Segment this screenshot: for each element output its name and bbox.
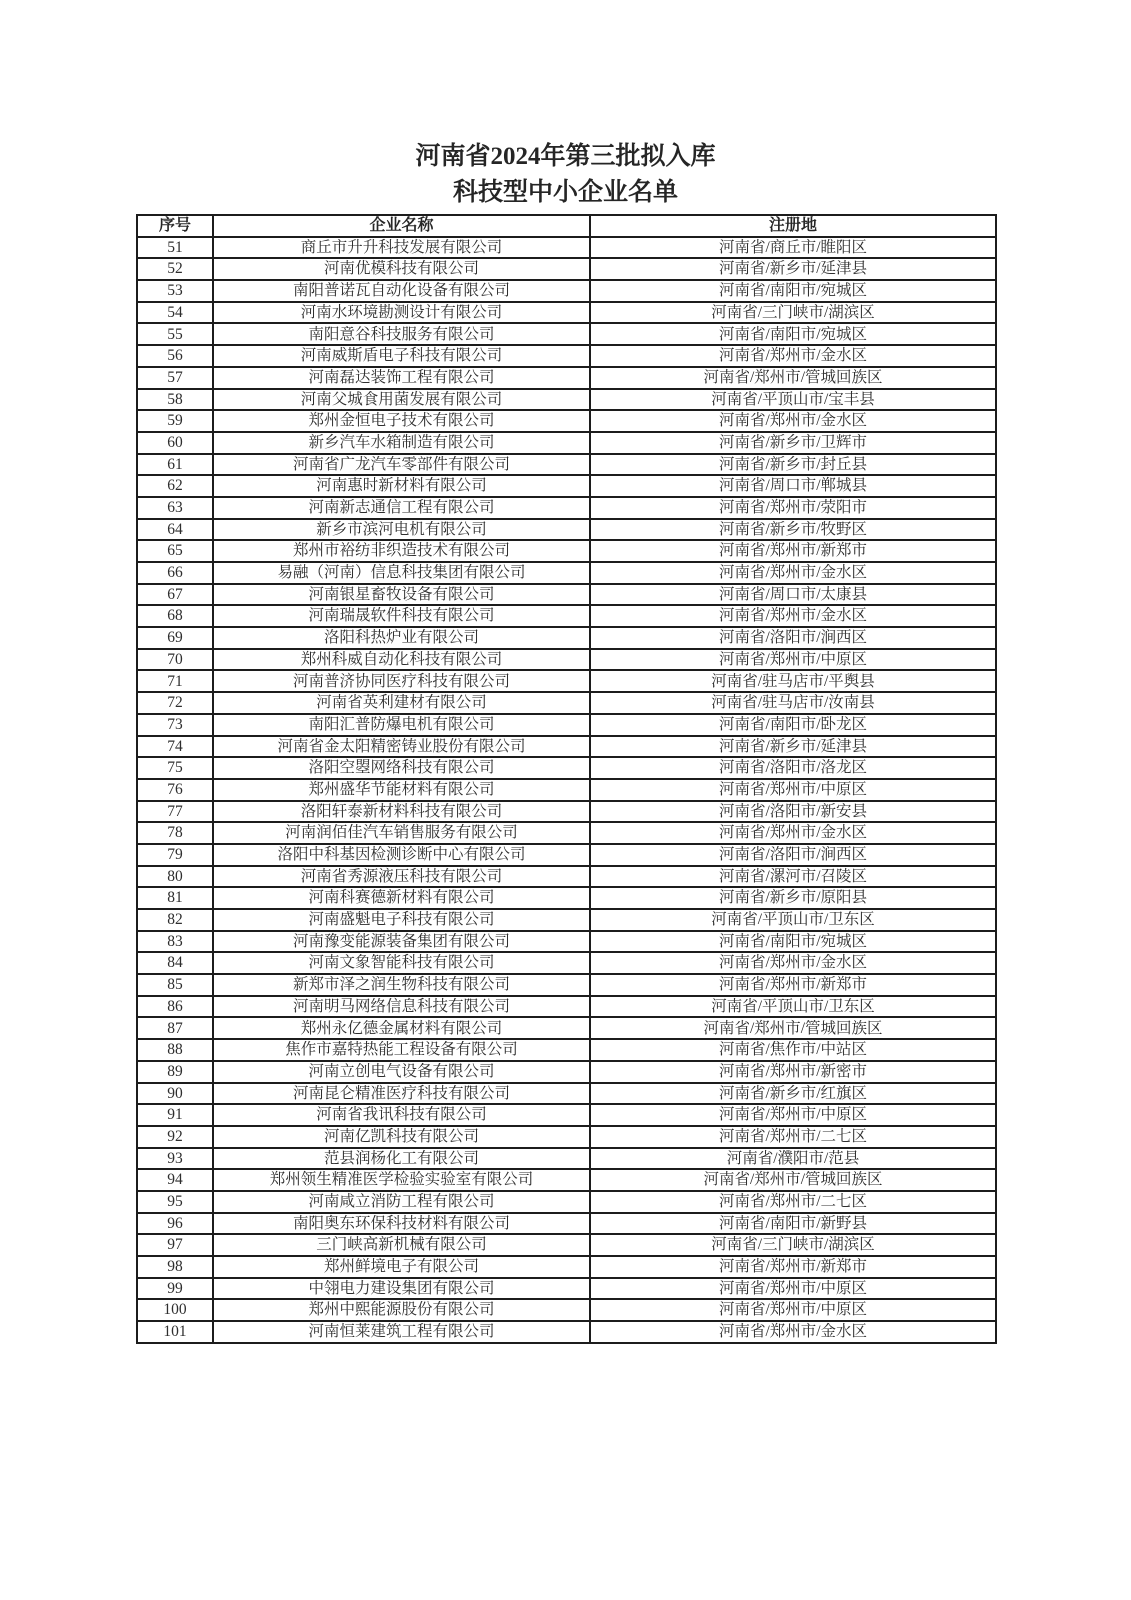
registration-location-cell: 河南省/郑州市/中原区 — [590, 779, 996, 801]
registration-location-cell: 河南省/郑州市/新密市 — [590, 1061, 996, 1083]
registration-location-cell: 河南省/洛阳市/洛龙区 — [590, 757, 996, 779]
document-title — [0, 0, 1131, 211]
header-company-name: 企业名称 — [213, 215, 590, 237]
company-name-cell: 南阳意谷科技服务有限公司 — [213, 323, 590, 345]
table-row — [137, 1299, 996, 1321]
company-name-cell: 河南父城食用菌发展有限公司 — [213, 389, 590, 411]
row-number-cell: 76 — [137, 779, 213, 801]
table-row — [137, 649, 996, 671]
table-row — [137, 258, 996, 280]
company-name-cell: 郑州中熙能源股份有限公司 — [213, 1299, 590, 1321]
table-row — [137, 1256, 996, 1278]
row-number-cell: 70 — [137, 649, 213, 671]
company-name-cell: 河南亿凯科技有限公司 — [213, 1126, 590, 1148]
row-number-cell: 77 — [137, 801, 213, 823]
registration-location-cell: 河南省/商丘市/睢阳区 — [590, 237, 996, 259]
row-number-cell: 97 — [137, 1234, 213, 1256]
registration-location-cell: 河南省/郑州市/新郑市 — [590, 1256, 996, 1278]
row-number-cell: 71 — [137, 670, 213, 692]
registration-location-cell: 河南省/郑州市/金水区 — [590, 952, 996, 974]
row-number-cell: 52 — [137, 258, 213, 280]
row-number-cell: 58 — [137, 389, 213, 411]
table-row — [137, 822, 996, 844]
registration-location-cell: 河南省/周口市/郸城县 — [590, 475, 996, 497]
table-row — [137, 1061, 996, 1083]
table-row — [137, 844, 996, 866]
table-row — [137, 801, 996, 823]
registration-location-cell: 河南省/郑州市/金水区 — [590, 345, 996, 367]
company-name-cell: 新乡市滨河电机有限公司 — [213, 519, 590, 541]
table-row — [137, 519, 996, 541]
company-name-cell: 河南省英利建材有限公司 — [213, 692, 590, 714]
row-number-cell: 65 — [137, 540, 213, 562]
company-name-cell: 南阳普诺瓦自动化设备有限公司 — [213, 280, 590, 302]
company-name-cell: 郑州金恒电子技术有限公司 — [213, 410, 590, 432]
registration-location-cell: 河南省/新乡市/红旗区 — [590, 1083, 996, 1105]
row-number-cell: 96 — [137, 1213, 213, 1235]
company-name-cell: 河南科赛德新材料有限公司 — [213, 887, 590, 909]
company-name-cell: 河南银星畜牧设备有限公司 — [213, 584, 590, 606]
company-table-body — [137, 237, 996, 1343]
row-number-cell: 86 — [137, 996, 213, 1018]
row-number-cell: 68 — [137, 605, 213, 627]
row-number-cell: 92 — [137, 1126, 213, 1148]
registration-location-cell: 河南省/新乡市/原阳县 — [590, 887, 996, 909]
table-row — [137, 389, 996, 411]
registration-location-cell: 河南省/郑州市/管城回族区 — [590, 1017, 996, 1039]
row-number-cell: 101 — [137, 1321, 213, 1343]
table-row — [137, 757, 996, 779]
company-name-cell: 郑州科威自动化科技有限公司 — [213, 649, 590, 671]
company-table — [136, 214, 997, 1344]
row-number-cell: 85 — [137, 974, 213, 996]
company-name-cell: 河南省秀源液压科技有限公司 — [213, 866, 590, 888]
row-number-cell: 89 — [137, 1061, 213, 1083]
registration-location-cell: 河南省/新乡市/封丘县 — [590, 454, 996, 476]
row-number-cell: 94 — [137, 1169, 213, 1191]
row-number-cell: 83 — [137, 931, 213, 953]
row-number-cell: 87 — [137, 1017, 213, 1039]
company-name-cell: 焦作市嘉特热能工程设备有限公司 — [213, 1039, 590, 1061]
row-number-cell: 95 — [137, 1191, 213, 1213]
table-row — [137, 931, 996, 953]
row-number-cell: 59 — [137, 410, 213, 432]
registration-location-cell: 河南省/漯河市/召陵区 — [590, 866, 996, 888]
table-row — [137, 1083, 996, 1105]
company-name-cell: 河南瑞晟软件科技有限公司 — [213, 605, 590, 627]
registration-location-cell: 河南省/三门峡市/湖滨区 — [590, 1234, 996, 1256]
registration-location-cell: 河南省/郑州市/金水区 — [590, 562, 996, 584]
registration-location-cell: 河南省/驻马店市/汝南县 — [590, 692, 996, 714]
table-row — [137, 562, 996, 584]
company-name-cell: 郑州盛华节能材料有限公司 — [213, 779, 590, 801]
row-number-cell: 54 — [137, 302, 213, 324]
table-row — [137, 1213, 996, 1235]
table-row — [137, 345, 996, 367]
company-name-cell: 河南咸立消防工程有限公司 — [213, 1191, 590, 1213]
registration-location-cell: 河南省/郑州市/金水区 — [590, 410, 996, 432]
table-row — [137, 410, 996, 432]
table-row — [137, 952, 996, 974]
company-name-cell: 河南磊达装饰工程有限公司 — [213, 367, 590, 389]
registration-location-cell: 河南省/洛阳市/涧西区 — [590, 627, 996, 649]
registration-location-cell: 河南省/南阳市/卧龙区 — [590, 714, 996, 736]
table-row — [137, 1148, 996, 1170]
row-number-cell: 82 — [137, 909, 213, 931]
company-name-cell: 新郑市泽之润生物科技有限公司 — [213, 974, 590, 996]
row-number-cell: 57 — [137, 367, 213, 389]
table-row — [137, 432, 996, 454]
row-number-cell: 84 — [137, 952, 213, 974]
registration-location-cell: 河南省/郑州市/中原区 — [590, 1278, 996, 1300]
registration-location-cell: 河南省/郑州市/中原区 — [590, 1104, 996, 1126]
table-row — [137, 605, 996, 627]
row-number-cell: 88 — [137, 1039, 213, 1061]
registration-location-cell: 河南省/郑州市/管城回族区 — [590, 367, 996, 389]
table-row — [137, 887, 996, 909]
row-number-cell: 62 — [137, 475, 213, 497]
company-name-cell: 中翎电力建设集团有限公司 — [213, 1278, 590, 1300]
company-name-cell: 河南立创电气设备有限公司 — [213, 1061, 590, 1083]
company-name-cell: 洛阳轩泰新材料科技有限公司 — [213, 801, 590, 823]
row-number-cell: 64 — [137, 519, 213, 541]
row-number-cell: 80 — [137, 866, 213, 888]
header-registration-location: 注册地 — [590, 215, 996, 237]
registration-location-cell: 河南省/郑州市/金水区 — [590, 822, 996, 844]
registration-location-cell: 河南省/洛阳市/涧西区 — [590, 844, 996, 866]
company-name-cell: 易融（河南）信息科技集团有限公司 — [213, 562, 590, 584]
registration-location-cell: 河南省/濮阳市/范县 — [590, 1148, 996, 1170]
row-number-cell: 63 — [137, 497, 213, 519]
registration-location-cell: 河南省/郑州市/二七区 — [590, 1191, 996, 1213]
registration-location-cell: 河南省/三门峡市/湖滨区 — [590, 302, 996, 324]
table-row — [137, 237, 996, 259]
registration-location-cell: 河南省/平顶山市/卫东区 — [590, 996, 996, 1018]
table-row — [137, 1039, 996, 1061]
registration-location-cell: 河南省/平顶山市/卫东区 — [590, 909, 996, 931]
registration-location-cell: 河南省/新乡市/卫辉市 — [590, 432, 996, 454]
registration-location-cell: 河南省/郑州市/中原区 — [590, 649, 996, 671]
table-row — [137, 1104, 996, 1126]
company-name-cell: 新乡汽车水箱制造有限公司 — [213, 432, 590, 454]
row-number-cell: 67 — [137, 584, 213, 606]
company-name-cell: 郑州鲜境电子有限公司 — [213, 1256, 590, 1278]
table-row — [137, 1169, 996, 1191]
company-name-cell: 河南昆仑精准医疗科技有限公司 — [213, 1083, 590, 1105]
table-row — [137, 454, 996, 476]
company-name-cell: 郑州市裕纺非织造技术有限公司 — [213, 540, 590, 562]
row-number-cell: 72 — [137, 692, 213, 714]
company-name-cell: 河南省广龙汽车零部件有限公司 — [213, 454, 590, 476]
company-name-cell: 河南威斯盾电子科技有限公司 — [213, 345, 590, 367]
header-row-number: 序号 — [137, 215, 213, 237]
registration-location-cell: 河南省/郑州市/二七区 — [590, 1126, 996, 1148]
table-row — [137, 736, 996, 758]
table-row — [137, 1191, 996, 1213]
registration-location-cell: 河南省/南阳市/宛城区 — [590, 280, 996, 302]
row-number-cell: 53 — [137, 280, 213, 302]
registration-location-cell: 河南省/新乡市/延津县 — [590, 736, 996, 758]
company-name-cell: 河南优模科技有限公司 — [213, 258, 590, 280]
company-name-cell: 河南文象智能科技有限公司 — [213, 952, 590, 974]
table-row — [137, 1017, 996, 1039]
table-row — [137, 280, 996, 302]
registration-location-cell: 河南省/郑州市/管城回族区 — [590, 1169, 996, 1191]
company-name-cell: 河南恒莱建筑工程有限公司 — [213, 1321, 590, 1343]
registration-location-cell: 河南省/周口市/太康县 — [590, 584, 996, 606]
company-name-cell: 河南润佰佳汽车销售服务有限公司 — [213, 822, 590, 844]
table-row — [137, 974, 996, 996]
row-number-cell: 91 — [137, 1104, 213, 1126]
company-name-cell: 河南惠时新材料有限公司 — [213, 475, 590, 497]
row-number-cell: 79 — [137, 844, 213, 866]
company-name-cell: 洛阳科热炉业有限公司 — [213, 627, 590, 649]
table-header-row — [137, 215, 996, 237]
row-number-cell: 66 — [137, 562, 213, 584]
company-name-cell: 河南省我讯科技有限公司 — [213, 1104, 590, 1126]
company-name-cell: 南阳汇普防爆电机有限公司 — [213, 714, 590, 736]
row-number-cell: 100 — [137, 1299, 213, 1321]
table-row — [137, 302, 996, 324]
company-name-cell: 洛阳空曌网络科技有限公司 — [213, 757, 590, 779]
row-number-cell: 78 — [137, 822, 213, 844]
company-name-cell: 洛阳中科基因检测诊断中心有限公司 — [213, 844, 590, 866]
registration-location-cell: 河南省/新乡市/延津县 — [590, 258, 996, 280]
row-number-cell: 60 — [137, 432, 213, 454]
table-row — [137, 692, 996, 714]
company-name-cell: 商丘市升升科技发展有限公司 — [213, 237, 590, 259]
row-number-cell: 98 — [137, 1256, 213, 1278]
row-number-cell: 81 — [137, 887, 213, 909]
row-number-cell: 51 — [137, 237, 213, 259]
table-row — [137, 323, 996, 345]
table-row — [137, 497, 996, 519]
registration-location-cell: 河南省/郑州市/新郑市 — [590, 540, 996, 562]
company-name-cell: 三门峡高新机械有限公司 — [213, 1234, 590, 1256]
table-row — [137, 909, 996, 931]
company-name-cell: 河南新志通信工程有限公司 — [213, 497, 590, 519]
company-name-cell: 范县润杨化工有限公司 — [213, 1148, 590, 1170]
table-row — [137, 866, 996, 888]
registration-location-cell: 河南省/洛阳市/新安县 — [590, 801, 996, 823]
registration-location-cell: 河南省/郑州市/金水区 — [590, 1321, 996, 1343]
registration-location-cell: 河南省/南阳市/宛城区 — [590, 323, 996, 345]
registration-location-cell: 河南省/郑州市/荥阳市 — [590, 497, 996, 519]
registration-location-cell: 河南省/平顶山市/宝丰县 — [590, 389, 996, 411]
table-row — [137, 670, 996, 692]
row-number-cell: 99 — [137, 1278, 213, 1300]
row-number-cell: 73 — [137, 714, 213, 736]
company-name-cell: 郑州领生精准医学检验实验室有限公司 — [213, 1169, 590, 1191]
table-row — [137, 779, 996, 801]
row-number-cell: 90 — [137, 1083, 213, 1105]
registration-location-cell: 河南省/郑州市/中原区 — [590, 1299, 996, 1321]
registration-location-cell: 河南省/焦作市/中站区 — [590, 1039, 996, 1061]
table-row — [137, 714, 996, 736]
company-name-cell: 河南水环境勘测设计有限公司 — [213, 302, 590, 324]
document-title-line2: 科技型中小企业名单 — [452, 179, 678, 206]
registration-location-cell: 河南省/南阳市/新野县 — [590, 1213, 996, 1235]
table-row — [137, 1126, 996, 1148]
row-number-cell: 56 — [137, 345, 213, 367]
registration-location-cell: 河南省/郑州市/新郑市 — [590, 974, 996, 996]
row-number-cell: 55 — [137, 323, 213, 345]
row-number-cell: 93 — [137, 1148, 213, 1170]
row-number-cell: 75 — [137, 757, 213, 779]
table-row — [137, 475, 996, 497]
table-row — [137, 1321, 996, 1343]
table-row — [137, 627, 996, 649]
row-number-cell: 61 — [137, 454, 213, 476]
table-row — [137, 1234, 996, 1256]
table-row — [137, 996, 996, 1018]
registration-location-cell: 河南省/驻马店市/平舆县 — [590, 670, 996, 692]
company-name-cell: 南阳奥东环保科技材料有限公司 — [213, 1213, 590, 1235]
company-name-cell: 河南省金太阳精密铸业股份有限公司 — [213, 736, 590, 758]
company-name-cell: 河南豫变能源装备集团有限公司 — [213, 931, 590, 953]
document-title-line1: 河南省2024年第三批拟入库 — [415, 143, 716, 170]
company-name-cell: 郑州永亿德金属材料有限公司 — [213, 1017, 590, 1039]
registration-location-cell: 河南省/郑州市/金水区 — [590, 605, 996, 627]
company-name-cell: 河南盛魁电子科技有限公司 — [213, 909, 590, 931]
registration-location-cell: 河南省/新乡市/牧野区 — [590, 519, 996, 541]
company-name-cell: 河南普济协同医疗科技有限公司 — [213, 670, 590, 692]
table-row — [137, 540, 996, 562]
row-number-cell: 69 — [137, 627, 213, 649]
table-row — [137, 1278, 996, 1300]
company-name-cell: 河南明马网络信息科技有限公司 — [213, 996, 590, 1018]
registration-location-cell: 河南省/南阳市/宛城区 — [590, 931, 996, 953]
table-row — [137, 584, 996, 606]
table-row — [137, 367, 996, 389]
row-number-cell: 74 — [137, 736, 213, 758]
